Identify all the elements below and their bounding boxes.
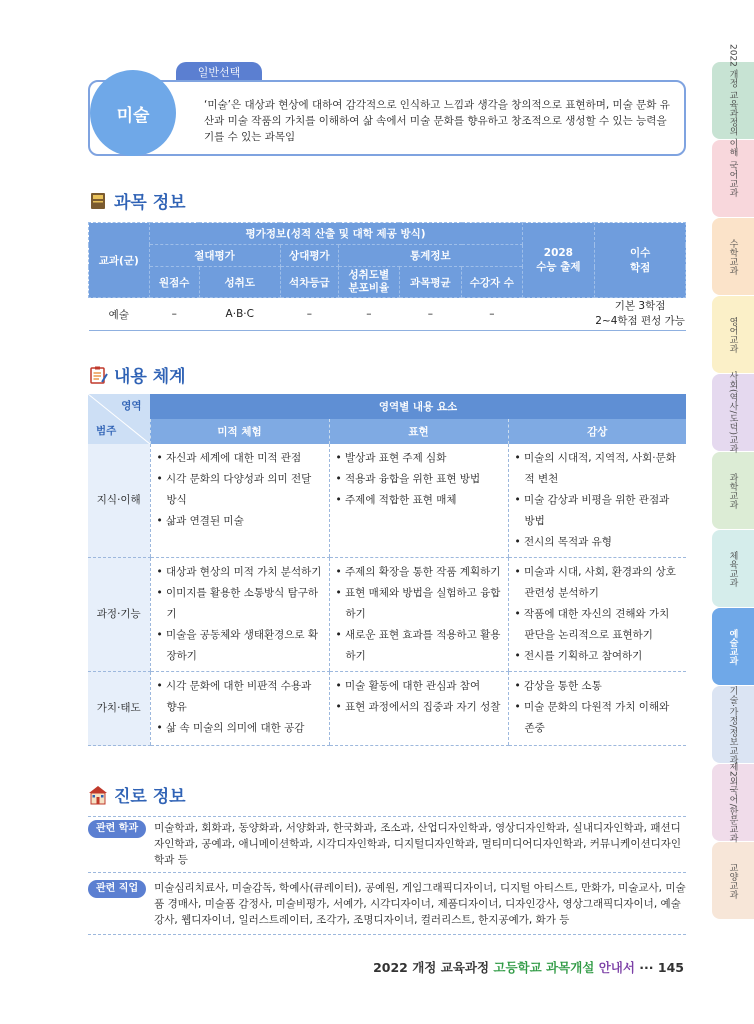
list-item: • 표현 과정에서의 집중과 자기 성찰 [335, 701, 501, 713]
list-item: • 미술 활동에 대한 관심과 참여 [335, 680, 481, 692]
subject-name: 미술 [116, 105, 150, 126]
footer-text-1: 2022 개정 교육과정 [373, 960, 494, 975]
list-item: • 미술과 시대, 사회, 환경과의 상호 관련성 분석하기 [514, 566, 676, 599]
th-distribution: 성취도별 분포비율 [339, 267, 400, 298]
cell [150, 672, 329, 746]
table-row [89, 298, 686, 331]
subject-badge [90, 70, 176, 156]
th-csat: 2028 수능 출제 [522, 223, 595, 298]
book-icon [88, 191, 108, 211]
section-career [88, 782, 186, 807]
th-col-1: 표현 [329, 419, 508, 444]
cell [508, 672, 686, 746]
list-item: • 주제의 확장을 통한 작품 계획하기 [335, 566, 501, 578]
subject-type-tag: 일반선택 [176, 62, 262, 82]
side-tab-7[interactable] [712, 608, 754, 685]
corner-top-label: 영역 [121, 400, 142, 412]
th-area: 교과(군) [89, 223, 150, 298]
th-rank: 석차등급 [280, 267, 338, 298]
side-tab-6[interactable] [712, 530, 754, 607]
list-item: • 미술 문화의 다원적 가치 이해와 존중 [514, 701, 670, 734]
side-tab-label: 영어교과 [727, 316, 738, 353]
th-avg: 과목평균 [399, 267, 462, 298]
divider [88, 872, 686, 873]
footer-text-3: 과목개설 [541, 960, 599, 975]
list-item: • 자신과 세계에 대한 미적 관점 [156, 452, 302, 464]
list-item: • 삶 속 미술의 의미에 대한 공감 [156, 722, 305, 734]
side-tab-label: 사회(역사/도덕)교과 [727, 371, 738, 454]
cell-achievement: A·B·C [199, 298, 280, 331]
table-row [88, 444, 686, 558]
subject-description: ‘미술’은 대상과 현상에 대하여 감각적으로 인식하고 느낌과 생각을 창의적으로 표현하며, 미술 문화 유산과 미술 작품의 가치를 이해하여 삶 속에서 미술 문화를 향유하고 창조적으로 생성할 수 있는 능력을 기를 수 있는 과목임 [204, 99, 670, 143]
th-achievement: 성취도 [199, 267, 280, 298]
cell-distribution: – [339, 298, 400, 331]
cell-avg: – [399, 298, 462, 331]
cell-rank: – [280, 298, 338, 331]
side-tab-nav [712, 44, 754, 920]
credit-line-2: 2~4학점 편성 가능 [595, 315, 685, 327]
page-footer [373, 958, 684, 976]
cell [329, 672, 508, 746]
clipboard-icon [88, 365, 108, 385]
section-career-title: 진로 정보 [114, 787, 186, 807]
cell-raw: – [149, 298, 199, 331]
list-item: • 대상과 현상의 미적 가치 분석하기 [156, 566, 322, 578]
list-item: • 발상과 표현 주제 심화 [335, 452, 447, 464]
side-tab-label: 교양교과 [727, 862, 738, 899]
list-item: • 감상을 통한 소통 [514, 680, 602, 692]
cell-csat [522, 298, 595, 331]
list-item: • 이미지를 활용한 소통방식 탐구하기 [156, 587, 319, 620]
related-jobs-label: 관련 직업 [88, 880, 146, 898]
side-tab-8[interactable] [712, 686, 754, 763]
side-tab-label: 체육교과 [727, 550, 738, 587]
cell [508, 558, 686, 672]
side-tab-2[interactable] [712, 218, 754, 295]
footer-text-4: 안내서 [598, 960, 635, 975]
list-item: • 미술을 공동체와 생태환경으로 확장하기 [156, 629, 319, 662]
side-tab-label: 과학교과 [727, 472, 738, 509]
th-students: 수강자 수 [462, 267, 523, 298]
list-item: • 전시를 기획하고 참여하기 [514, 650, 643, 662]
related-departments-text: 미술학과, 회화과, 동양화과, 서양화과, 한국화과, 조소과, 산업디자인학과, 영상디자인학과, 실내디자인학과, 패션디자인학과, 공예과, 애니메이션학과, 시각디자인학과, 디지털디자인학과, 멀티미디어디자인학과, 커뮤니케이션디자인학과 등 [154, 822, 682, 866]
side-tab-4[interactable] [712, 371, 754, 454]
cell [329, 558, 508, 672]
side-tab-label: 2022 개정 교육과정의 이해 [727, 44, 738, 157]
section-content-system [88, 362, 186, 387]
category-process: 과정·기능 [88, 558, 150, 672]
related-departments [88, 820, 686, 868]
side-tab-0[interactable] [712, 44, 754, 157]
side-tab-label: 국어교과 [727, 160, 738, 197]
list-item: • 시각 문화에 대한 비판적 수용과 향유 [156, 680, 312, 713]
subject-info-table [88, 222, 686, 331]
school-icon [88, 785, 108, 805]
th-col-0: 미적 체험 [150, 419, 329, 444]
list-item: • 미술의 시대적, 지역적, 사회·문화적 변천 [514, 452, 676, 485]
cell [150, 444, 329, 558]
table-row [88, 558, 686, 672]
corner-bottom-label: 범주 [96, 425, 117, 437]
list-item: • 작품에 대한 자신의 견해와 가치 판단을 논리적으로 표현하기 [514, 608, 670, 641]
list-item: • 미술 감상과 비평을 위한 관점과 방법 [514, 494, 670, 527]
side-tab-label: 기술·가정/정보교과 [727, 685, 738, 764]
th-eval-group: 평가정보(성적 산출 및 대학 제공 방식) [149, 223, 522, 245]
side-tab-label: 예술교과 [727, 628, 738, 665]
footer-text-2: 고등학교 [493, 960, 542, 975]
related-jobs-text: 미술심리치료사, 미술감독, 학예사(큐레이터), 공예원, 게임그래픽디자이너, 디지털 아티스트, 만화가, 미술교사, 미술품 경매사, 미술품 감정사, 미술비평가, 서예가, 시각디자이너, 제품디자이너, 디자인강사, 영상그래픽디자이너, 예술강사, 웹디자이너, 일러스트레이터, 조각가, 조명디자이너, 컬러리스트, 한지공예가, 화가 등 [154, 882, 686, 926]
section-subject-info-title: 과목 정보 [114, 193, 186, 213]
list-item: • 전시의 목적과 유형 [514, 536, 612, 548]
th-absolute: 절대평가 [149, 245, 280, 267]
cell-students: – [462, 298, 523, 331]
side-tab-10[interactable] [712, 842, 754, 919]
category-knowledge: 지식·이해 [88, 444, 150, 558]
th-raw: 원점수 [149, 267, 199, 298]
divider [88, 934, 686, 935]
side-tab-label: 수학교과 [727, 238, 738, 275]
side-tab-5[interactable] [712, 452, 754, 529]
th-relative: 상대평가 [280, 245, 338, 267]
credit-line-1: 기본 3학점 [614, 300, 666, 312]
th-area-elements: 영역별 내용 요소 [150, 394, 686, 419]
list-item: • 표현 매체와 방법을 실험하고 융합하기 [335, 587, 501, 620]
related-jobs [88, 880, 686, 928]
list-item: • 시각 문화의 다양성과 의미 전달 방식 [156, 473, 312, 506]
list-item: • 주제에 적합한 표현 매체 [335, 494, 457, 506]
cell-credit [595, 298, 686, 331]
related-departments-label: 관련 학과 [88, 820, 146, 838]
content-system-table [88, 394, 686, 746]
th-stats: 통계정보 [339, 245, 523, 267]
side-tab-label: 제2외국어/한문교과 [727, 762, 738, 843]
cell [329, 444, 508, 558]
list-item: • 삶과 연결된 미술 [156, 515, 244, 527]
corner-header [88, 394, 150, 444]
table-row [88, 672, 686, 746]
category-attitude: 가치·태도 [88, 672, 150, 746]
list-item: • 새로운 표현 효과를 적용하고 활용하기 [335, 629, 501, 662]
list-item: • 적용과 융합을 위한 표현 방법 [335, 473, 481, 485]
section-subject-info [88, 188, 186, 213]
side-tab-3[interactable] [712, 296, 754, 373]
cell [508, 444, 686, 558]
side-tab-9[interactable] [712, 764, 754, 841]
th-col-2: 감상 [508, 419, 686, 444]
th-credit: 이수 학점 [595, 223, 686, 298]
section-content-system-title: 내용 체계 [114, 367, 186, 387]
page-number: ··· 145 [634, 960, 684, 975]
divider [88, 816, 686, 817]
cell [150, 558, 329, 672]
cell-area: 예술 [89, 298, 150, 331]
